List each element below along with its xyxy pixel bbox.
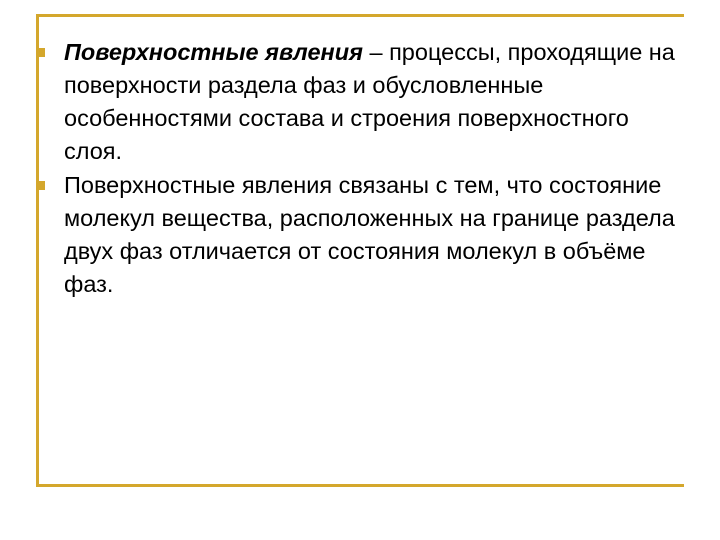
bullet-item-explanation	[36, 169, 684, 301]
square-bullet-icon	[36, 48, 45, 57]
bullet-item-definition	[36, 36, 684, 168]
frame-top-rule	[36, 14, 684, 17]
bullet-term: Поверхностные явления	[64, 39, 363, 65]
bullet-text: – процессы, проходящие на поверхности раздела фаз и обусловленные особенностями состава и строения поверхностного слоя.	[64, 39, 675, 164]
square-bullet-icon	[36, 181, 45, 190]
bullet-text: Поверхностные явления связаны с тем, что состояние молекул вещества, расположенных на границе раздела двух фаз отличается от состояния молекул в объёме фаз.	[64, 172, 675, 297]
slide-content	[36, 36, 684, 302]
frame-bottom-rule	[36, 484, 684, 487]
